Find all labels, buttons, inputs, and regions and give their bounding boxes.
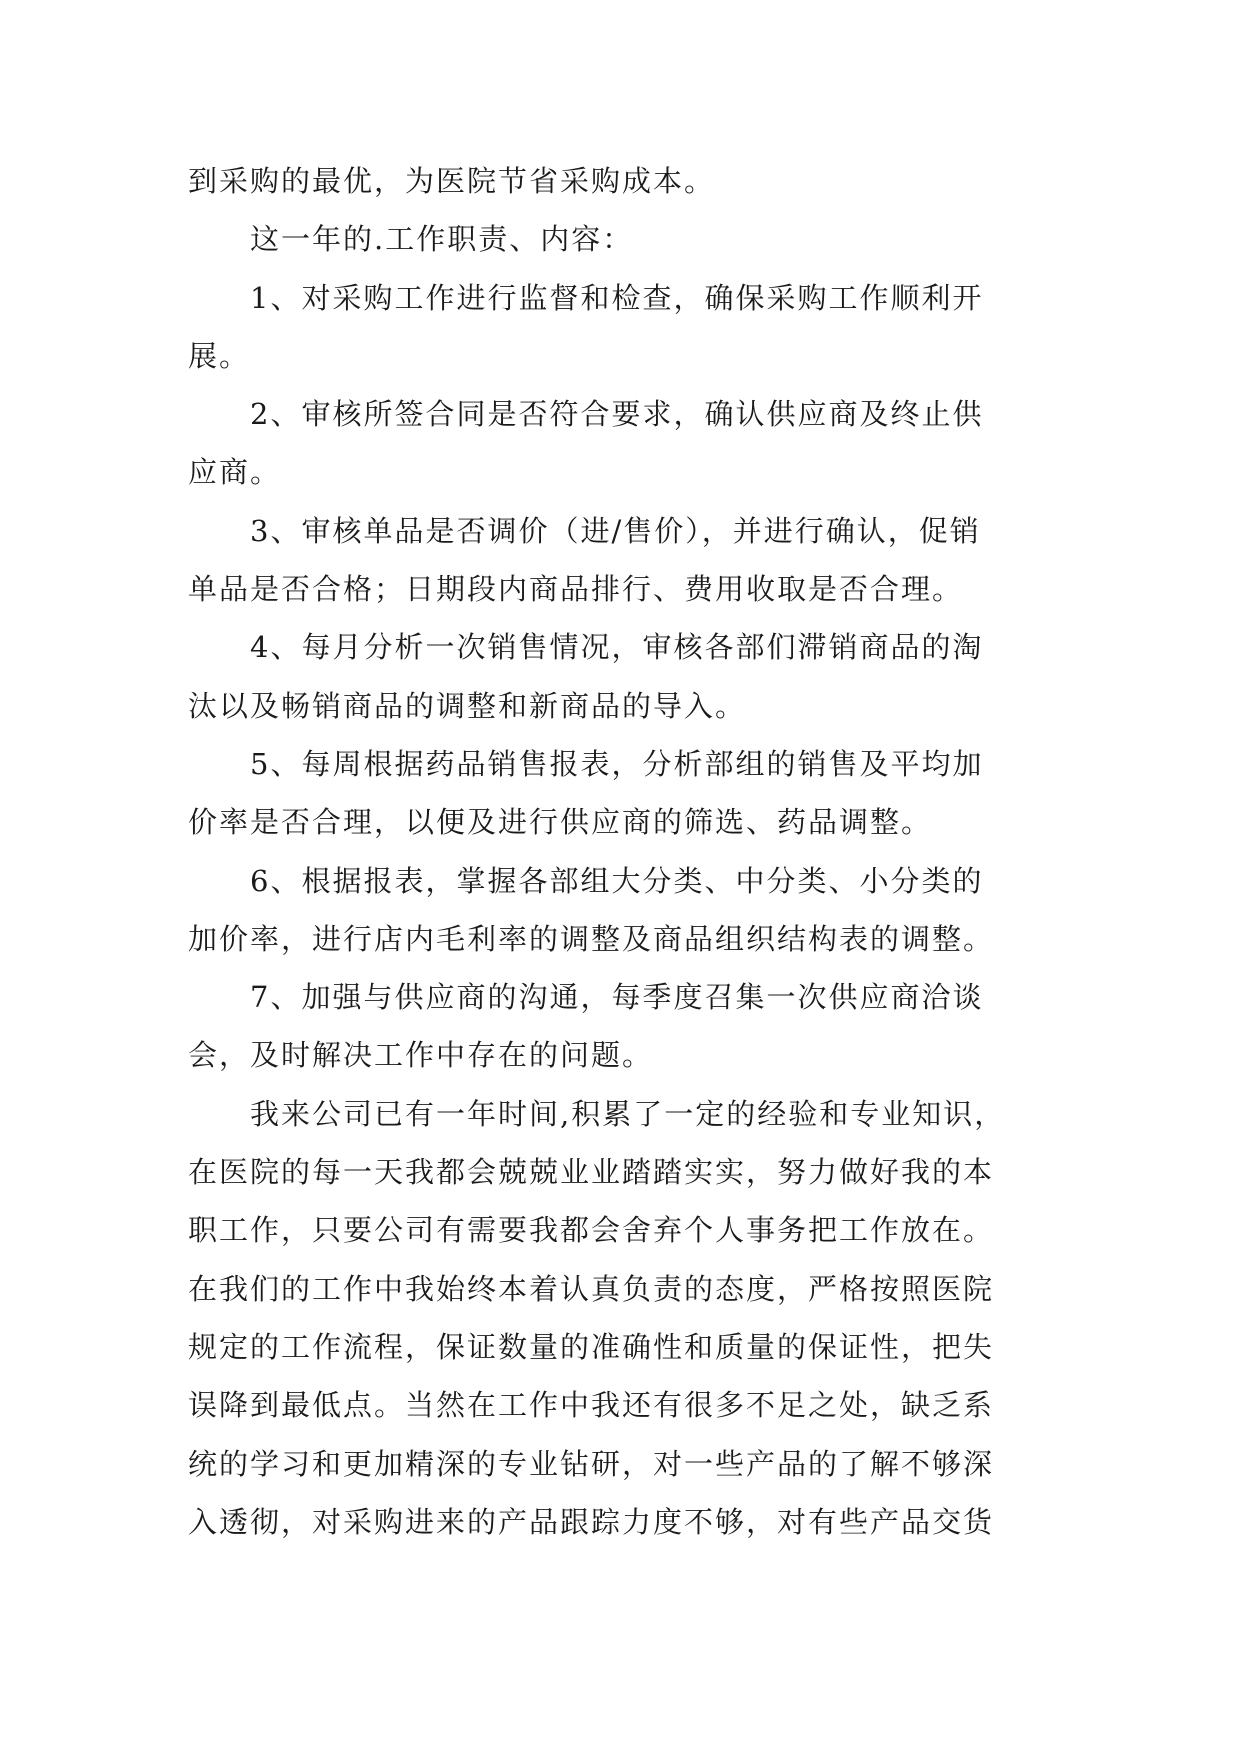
text-line: 在医院的每一天我都会兢兢业业踏踏实实，努力做好我的本 [188,1155,995,1190]
text-line: 2、审核所签合同是否符合要求，确认供应商及终止供 [250,397,984,432]
text-line: 7、加强与供应商的沟通，每季度召集一次供应商洽谈 [250,980,984,1015]
text-line: 到采购的最优，为医院节省采购成本。 [188,164,716,198]
text-line: 单品是否合格；日期段内商品排行、费用收取是否合理。 [188,572,964,607]
text-line: 规定的工作流程，保证数量的准确性和质量的保证性，把失 [188,1329,995,1364]
text-line: 统的学习和更加精深的专业钻研，对一些产品的了解不够深 [188,1446,995,1481]
text-line: 职工作，只要公司有需要我都会舍弃个人事务把工作放在。 [188,1213,995,1248]
text-line: 这一年的.工作职责、内容： [250,222,634,257]
text-line: 加价率，进行店内毛利率的调整及商品组织结构表的调整。 [188,921,995,956]
text-line: 会，及时解决工作中存在的问题。 [188,1038,654,1073]
text-line: 展。 [188,338,251,373]
document-body [188,152,1053,1551]
text-line: 应商。 [188,455,282,490]
text-line: 汰以及畅销商品的调整和新商品的导入。 [188,688,747,723]
text-line: 6、根据报表，掌握各部组大分类、中分类、小分类的 [250,863,984,898]
text-line: 入透彻，对采购进来的产品跟踪力度不够，对有些产品交货 [188,1504,995,1539]
text-line: 在我们的工作中我始终本着认真负责的态度，严格按照医院 [188,1271,995,1306]
text-line: 价率是否合理，以便及进行供应商的筛选、药品调整。 [188,805,933,840]
text-line: 3、审核单品是否调价（进/售价），并进行确认，促销 [250,513,981,548]
text-line: 1、对采购工作进行监督和检查，确保采购工作顺利开 [250,280,984,315]
text-line: 4、每月分析一次销售情况，审核各部们滞销商品的淘 [250,630,984,665]
text-line: 5、每周根据药品销售报表，分析部组的销售及平均加 [250,746,984,781]
text-line: 我来公司已有一年时间,积累了一定的经验和专业知识， [250,1096,1006,1131]
text-line: 误降到最低点。当然在工作中我还有很多不足之处，缺乏系 [188,1388,995,1423]
